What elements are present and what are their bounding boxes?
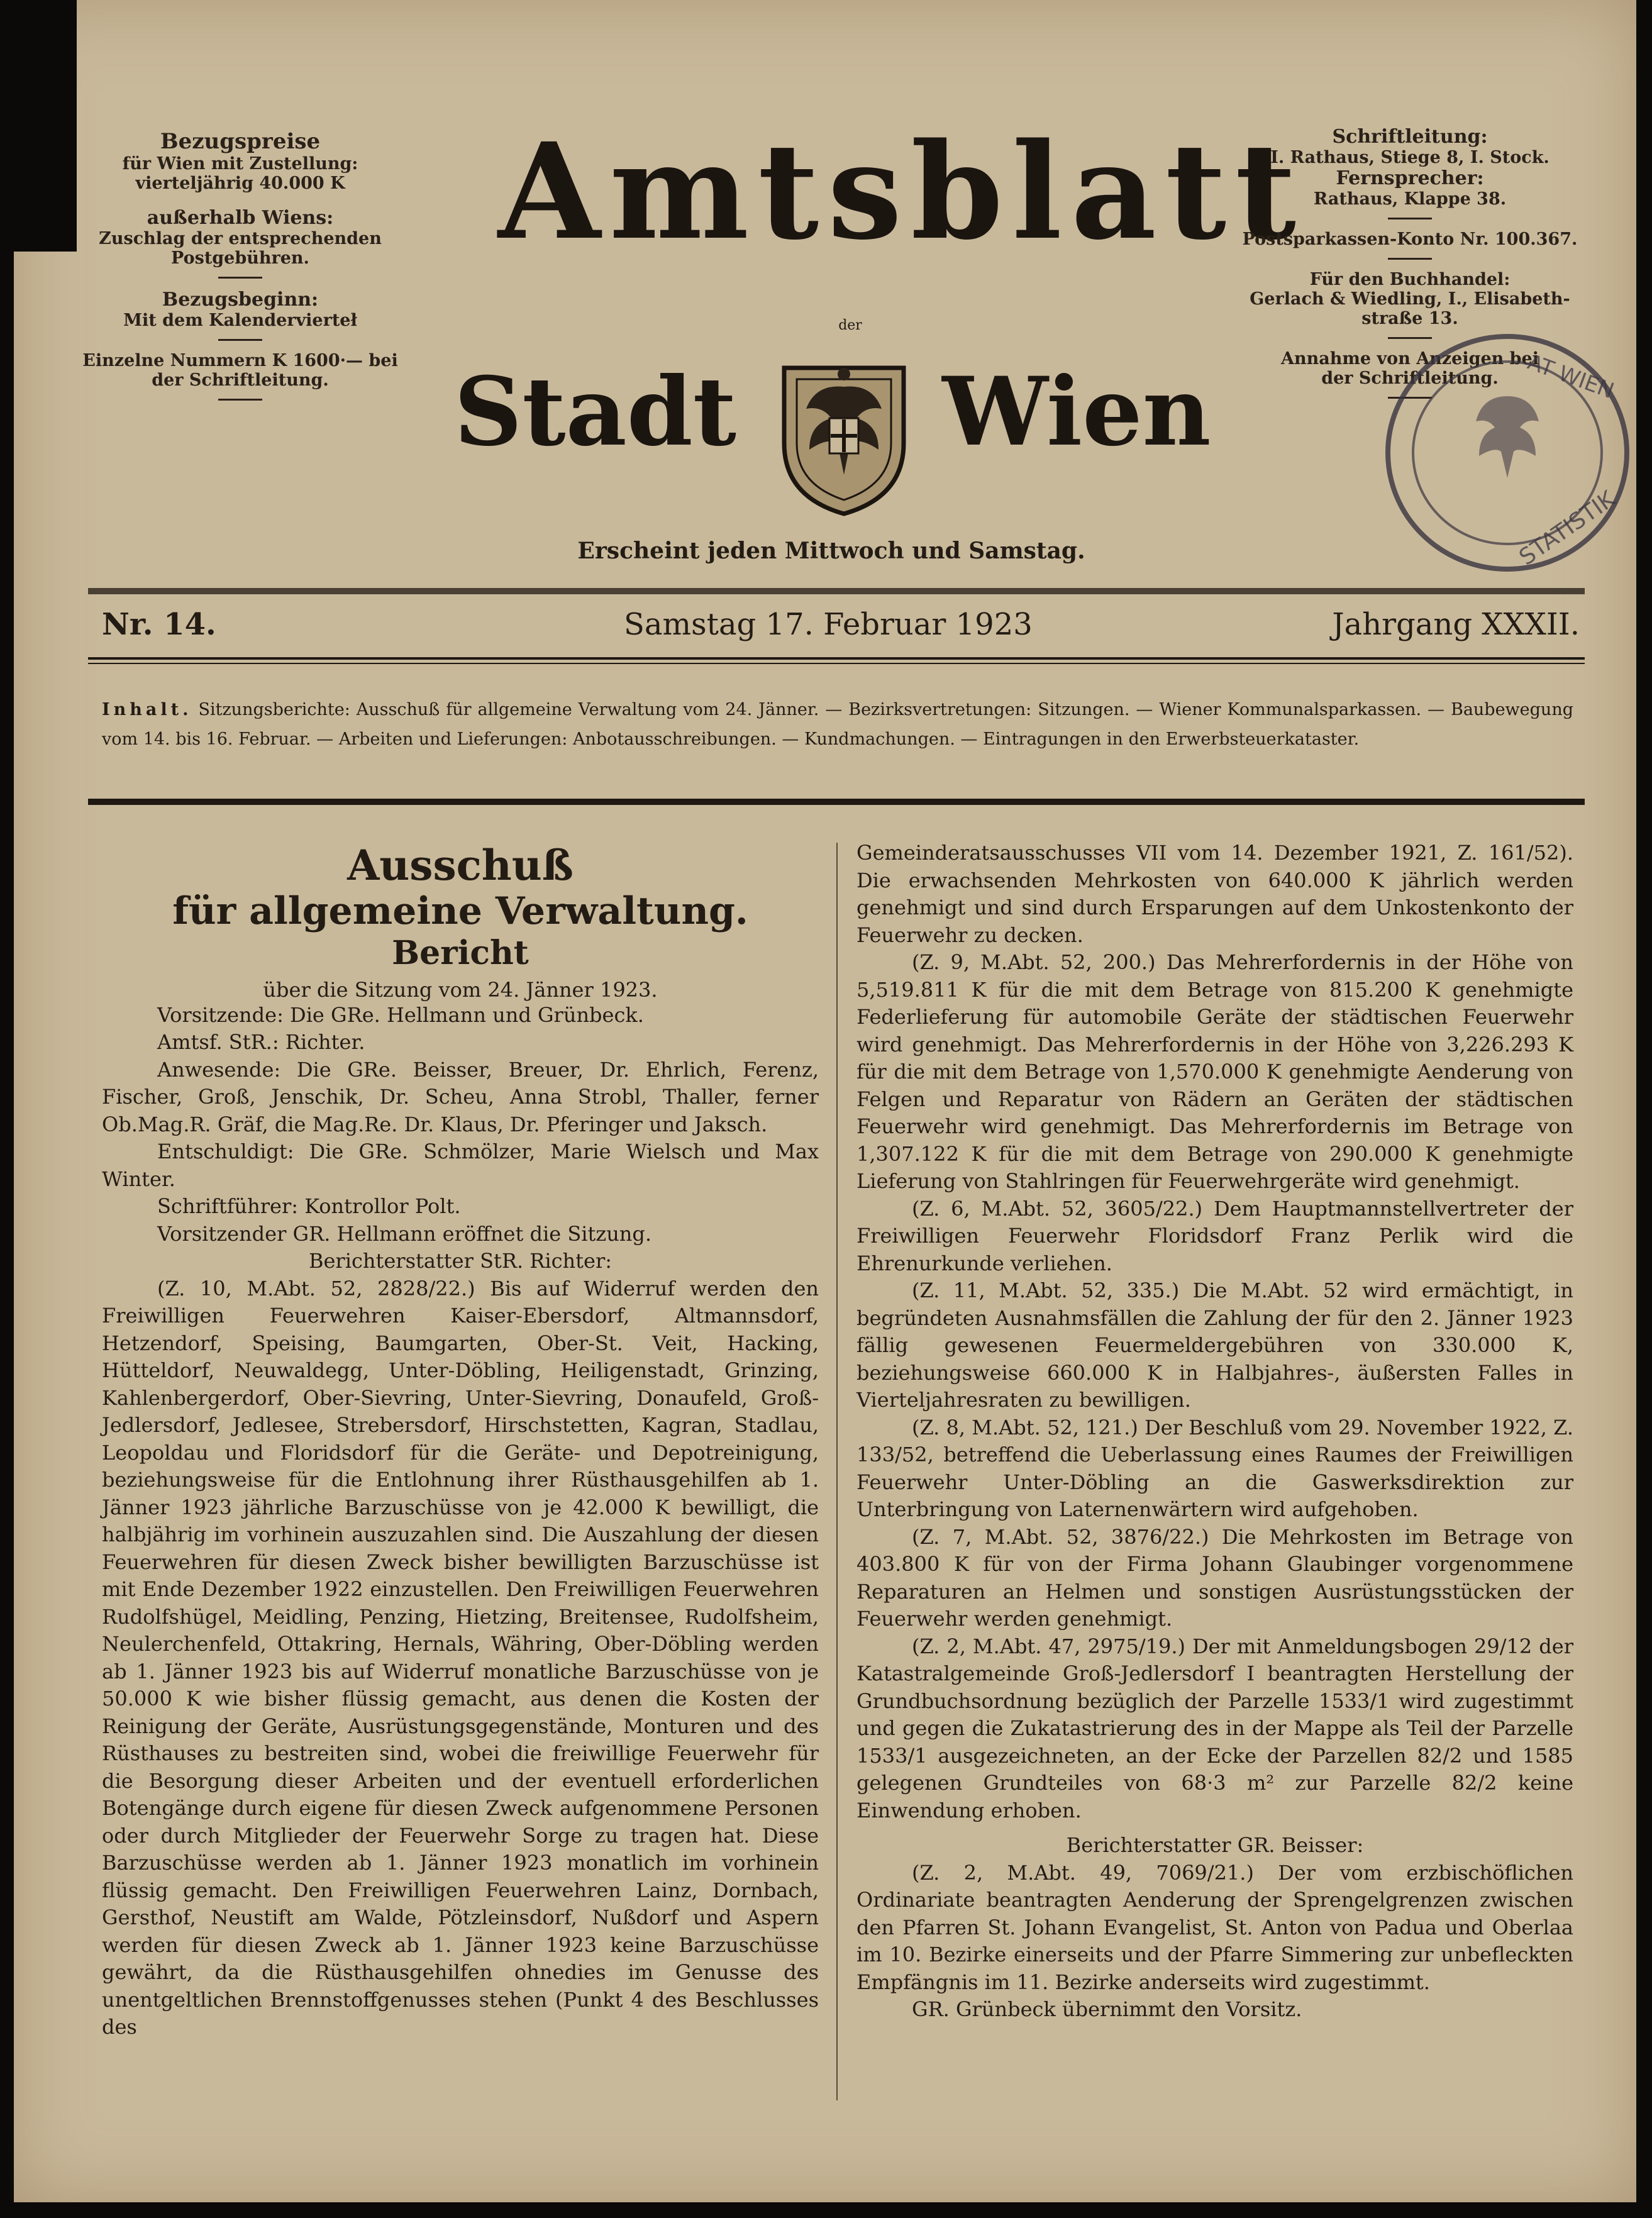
paragraph: GR. Grünbeck übernimmt den Vorsitz. <box>912 1997 1302 2021</box>
issue-volume: Jahrgang XXXII. <box>1332 607 1580 642</box>
paragraph: Anwesende: Die GRe. Beisser, Breuer, Dr. Ehrlich, Ferenz, Fischer, Groß, Jenschik, Dr. Scheu, Anna Strobl, Thaller, ferner Ob.Mag.R. Gräf, die Mag.Re. Dr. Klaus, Dr. Pferinger und Jaksch. <box>102 1057 819 1136</box>
paragraph: (Z. 10, M.Abt. 52, 2828/22.) Bis auf Widerruf werden den Freiwilligen Feuerwehren Kaiser-Ebersdorf, Altmannsdorf, Hetzendorf, Speising, Baumgarten, Ober-St. Veit, Hacking, Hütteldorf, Neuwaldegg, Unter-Döbling, Heiligenstadt, Grinzing, Kahlenbergerdorf, Ober-Sievring, Unter-Sievring, Donaufeld, Groß-Jedlersdorf, Jedlesee, Strebersdorf, Hirschstetten, Kagran, Stadlau, Leopoldau und Floridsdorf für die Geräte- und Depotreinigung, beziehungsweise für die Entlohnung ihrer Rüsthausgehilfen ab 1. Jänner 1923 jährliche Barzuschüsse von je 42.000 K bewilligt, die halbjährig im vorhinein auszuzahlen sind. Die Auszahlung der diesen Feuerwehren für diesen Zweck bisher bewilligten Barzuschüsse ist mit Ende Dezember 1922 einzustellen. Den Freiwilligen Feuerwehren Rudolfshügel, Meidling, Penzing, Hietzing, Breitensee, Rudolfsheim, Neulerchenfeld, Ottakring, Hernals, Währing, Ober-Döbling werden ab 1. Jänner 1923 bis auf Widerruf monatliche Barzuschüsse von je 50.000 K wie bisher flüssig gemacht, aus denen die Kosten der Reinigung der Geräte, Ausrüstungsgegenstände, Monturen und des Rüsthauses zu bestreiten sind, wobei die freiwillige Feuerwehr für die Besorgung dieser Arbeiten und der eventuell erforderlichen Botengänge durch eigene für diesen Zweck aufgenommene Personen oder durch Mitglieder der Feuerwehr Sorge zu tragen hat. Diese Barzuschüsse werden ab 1. Jänner 1923 monatlich im vorhinein flüssig gemacht. Den Freiwilligen Feuerwehren Lainz, Dornbach, Gersthof, Neustift am Walde, Pötzleinsdorf, Nußdorf und Aspern werden für diesen Zweck ab 1. Jänner 1923 keine Barzuschüsse gewährt, da die Rüsthausgehilfen ohnedies im Genusse des unentgeltlichen Brennstoffgenusses stehen (Punkt 4 des Beschlusses des <box>102 1276 819 2039</box>
editorial-line: Rathaus, Klappe 38. <box>1313 189 1507 209</box>
subscription-line: Einzelne Nummern K 1600·— bei <box>82 351 398 370</box>
article-column-right <box>856 840 1573 2024</box>
paragraph: (Z. 2, M.Abt. 47, 2975/19.) Der mit Anmeldungsbogen 29/12 der Katastralgemeinde Groß-Jedlersdorf I beantragten Herstellung der Grundbuchsordnung bezüglich der Parzelle 1533/1 wird zugestimmt und gegen die Zukatastrierung des in der Mappe als Teil der Parzelle 1533/1 ausgezeichneten, an der Ecke der Parzellen 82/2 und 1585 gelegenen Grundteiles von 68·3 m² zur Parzelle 82/2 keine Einwendung erhoben. <box>856 1634 1573 1822</box>
editorial-line: straße 13. <box>1361 309 1458 328</box>
newspaper-page <box>14 0 1636 2202</box>
article-session-date: über die Sitzung vom 24. Jänner 1923. <box>263 977 658 1002</box>
issue-line <box>102 607 1580 651</box>
paragraph: Vorsitzende: Die GRe. Hellmann und Grünbeck. <box>157 1002 644 1027</box>
issue-number: Nr. 14. <box>102 607 216 642</box>
divider <box>218 277 262 279</box>
contents-text: Sitzungsberichte: Ausschuß für allgemeine Verwaltung vom 24. Jänner. — Bezirksvertretungen: Sitzungen. — Wiener Kommunalsparkassen. — Baubewegung vom 14. bis 16. Februar. — Arbeiten und Lieferungen: Anbotausschreibungen. — Kundmachungen. — Eintragungen in den Erwerbsteuerkataster. <box>102 700 1573 749</box>
paragraph: Amtsf. StR.: Richter. <box>157 1030 365 1055</box>
library-stamp-icon <box>1366 321 1649 585</box>
contents-rule <box>88 799 1585 805</box>
rule <box>88 657 1585 660</box>
editorial-line: Fernsprecher: <box>1336 167 1484 189</box>
paragraph: (Z. 2, M.Abt. 49, 7069/21.) Der vom erzbischöflichen Ordinariate beantragten Aenderung der Sprengelgrenzen zwischen den Pfarren St. Johann Evangelist, St. Anton von Padua und Oberlaa im 10. Bezirke einerseits und der Pfarre Simmering zur unbefleckten Empfängnis im 11. Bezirke anderseits wird zugestimmt. <box>856 1860 1573 1994</box>
article-title-line2: für allgemeine Verwaltung. <box>172 889 748 933</box>
editorial-line: der Schriftleitung. <box>1321 369 1499 388</box>
masthead-title: Amtsblatt <box>498 114 1306 269</box>
column-divider <box>836 843 838 2100</box>
paragraph: (Z. 11, M.Abt. 52, 335.) Die M.Abt. 52 wird ermächtigt, in begründeten Ausnahmsfällen die Zahlung der für den 2. Jänner 1923 fällig gewesenen Feuermeldergebühren von 330.000 K, beziehungsweise 660.000 K in Halbjahres-, äußersten Falles in Vierteljahresraten zu bewilligen. <box>856 1278 1573 1412</box>
editorial-line: Für den Buchhandel: <box>1309 270 1511 289</box>
paragraph: (Z. 6, M.Abt. 52, 3605/22.) Dem Hauptmannstellvertreter der Freiwilligen Feuerwehr Floridsdorf Franz Perlik wird die Ehrenurkunde verliehen. <box>856 1196 1573 1275</box>
divider <box>1388 218 1432 219</box>
table-of-contents <box>102 695 1573 754</box>
paragraph: Gemeinderatsausschusses VII vom 14. Dezember 1921, Z. 161/52). Die erwachsenden Mehrkosten von 640.000 K jährlich werden genehmigt und sind durch Ersparungen auf dem Unkostenkonto der Feuerwehr zu decken. <box>856 841 1573 947</box>
vienna-coat-of-arms-icon <box>772 349 916 519</box>
subscription-box <box>70 129 410 411</box>
divider <box>218 339 262 341</box>
article-column-left <box>102 843 819 2041</box>
subscription-line: der Schriftleitung. <box>152 370 329 390</box>
editorial-line: Gerlach & Wiedling, I., Elisabeth- <box>1250 289 1570 309</box>
masthead-subtitle: Erscheint jeden Mittwoch und Samstag. <box>577 538 1085 564</box>
editorial-line: Annahme von Anzeigen bei <box>1281 349 1539 369</box>
article-subtitle: Bericht <box>392 933 529 972</box>
editorial-line: Postsparkassen-Konto Nr. 100.367. <box>1242 230 1578 249</box>
subscription-line: Mit dem Kalendervierteł <box>123 311 357 330</box>
torn-corner <box>14 0 77 252</box>
paragraph: (Z. 9, M.Abt. 52, 200.) Das Mehrerfordernis in der Höhe von 5,519.811 K für die mit dem Betrage von 815.200 K genehmigte Federlieferung für automobile Geräte der städtischen Feuerwehr wird genehmigt. Das Mehrerfordernis in der Höhe von 3,226.293 K für die mit dem Betrage von 1,570.000 K genehmigte Aenderung von Felgen und Reparatur von Rädern an Geräten der städtischen Feuerwehr wird genehmigt. Das Mehrerfordernis im Betrage von 1,307.122 K für die mit dem Betrage von 290.000 K genehmigte Lieferung von Stahlringen für Feuerwehrgeräte wird genehmigt. <box>856 950 1573 1193</box>
masthead-stadt: Stadt <box>454 357 736 467</box>
editorial-line: I. Rathaus, Stiege 8, I. Stock. <box>1270 148 1549 167</box>
stamp-top-text: AT WIEN <box>1524 349 1617 404</box>
masthead-der: der <box>838 318 862 333</box>
subscription-line: für Wien mit Zustellung: <box>122 154 358 174</box>
stamp-bottom-text: STATISTIK <box>1514 486 1620 571</box>
subscription-line: Postgebühren. <box>171 248 309 268</box>
subscription-line: vierteljährig 40.000 K <box>135 174 345 193</box>
article-title: Ausschuß <box>347 841 574 890</box>
editorial-heading: Schriftleitung: <box>1332 126 1488 148</box>
rule <box>88 663 1585 664</box>
subscription-line: Bezugsbeginn: <box>162 289 319 311</box>
paragraph: (Z. 8, M.Abt. 52, 121.) Der Beschluß vom 29. November 1922, Z. 133/52, betreffend die Ueberlassung eines Raumes der Freiwilligen Feuerwehr Unter-Döbling an die Gaswerksdirektion zur Unterbringung von Laternenwärtern wird aufgehoben. <box>856 1415 1573 1521</box>
paragraph: Entschuldigt: Die GRe. Schmölzer, Marie Wielsch und Max Winter. <box>102 1139 819 1191</box>
issue-date: Samstag 17. Februar 1923 <box>624 607 1033 642</box>
divider <box>1388 258 1432 260</box>
top-rule <box>88 588 1585 594</box>
paragraph: Vorsitzender GR. Hellmann eröffnet die Sitzung. <box>157 1221 652 1246</box>
subscription-line: Zuschlag der entsprechenden <box>99 229 382 248</box>
subscription-line: außerhalb Wiens: <box>147 207 334 229</box>
paragraph: (Z. 7, M.Abt. 52, 3876/22.) Die Mehrkosten im Betrage von 403.800 K für von der Firma Johann Glaubinger vorgenommene Reparaturen an Helmen und sonstigen Ausrüstungsstücken der Feuerwehr werden genehmigt. <box>856 1524 1573 1631</box>
rapporteur-heading: Berichterstatter StR. Richter: <box>308 1249 613 1273</box>
masthead-wien: Wien <box>942 357 1211 467</box>
paragraph: Schriftführer: Kontrollor Polt. <box>157 1194 461 1219</box>
subscription-heading: Bezugspreise <box>160 129 321 154</box>
divider <box>218 399 262 401</box>
contents-label: Inhalt. <box>102 700 192 719</box>
rapporteur-heading: Berichterstatter GR. Beisser: <box>1066 1833 1364 1857</box>
